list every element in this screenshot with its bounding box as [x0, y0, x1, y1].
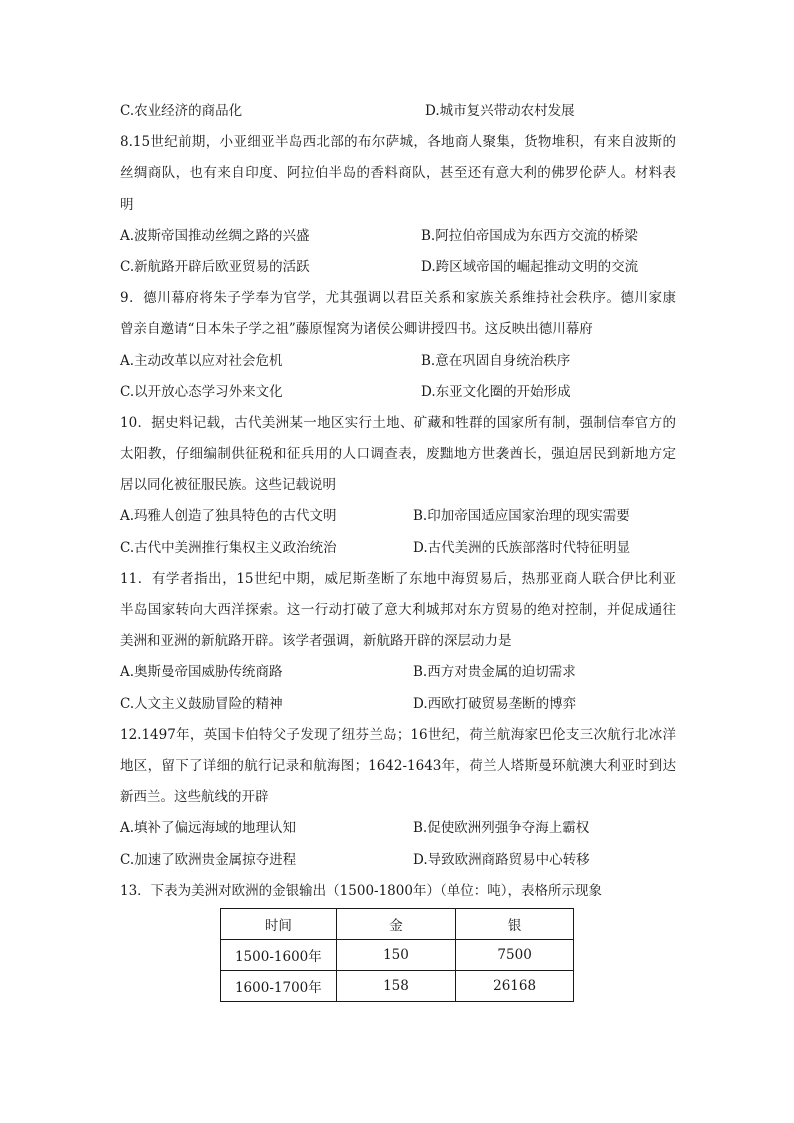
option-c: C.农业经济的商品化 — [120, 103, 243, 119]
table-row — [221, 971, 574, 1002]
table-header-cell: 银 — [456, 909, 574, 940]
question-10-stem-line: 居以同化被征服民族。这些记载说明 — [120, 477, 336, 494]
gold-silver-export-table — [220, 908, 574, 1002]
question-11 — [120, 564, 676, 720]
option-a: A.波斯帝国推动丝绸之路的兴盛 — [120, 227, 310, 244]
table-cell: 7500 — [456, 940, 574, 971]
question-12-options-ab — [120, 813, 676, 844]
question-8-options-ab — [120, 221, 676, 252]
question-10-stem-line: 太阳教，仔细编制供征税和征兵用的人口调查表，废黜地方世袭酋长，强迫居民到新地方定 — [120, 446, 676, 463]
option-b: B.西方对贵金属的迫切需求 — [413, 664, 576, 681]
option-c: C.新航路开辟后欧亚贸易的活跃 — [120, 258, 310, 275]
table-cell: 150 — [336, 940, 455, 971]
question-9-stem-line: 9．德川幕府将朱子学奉为官学，尤其强调以君臣关系和家族关系维持社会秩序。德川家康 — [120, 290, 676, 307]
question-12-options-cd — [120, 845, 676, 876]
option-a: A.奥斯曼帝国威胁传统商路 — [120, 664, 283, 681]
question-12-stem-line: 12.1497年，英国卡伯特父子发现了纽芬兰岛；16世纪，荷兰航海家巴伦支三次航行北冰洋 — [120, 726, 676, 743]
question-9 — [120, 283, 676, 408]
option-a: A.玛雅人创造了独具特色的古代文明 — [120, 508, 337, 525]
question-8-stem-line: 丝绸商队，也有来自印度、阿拉伯半岛的香料商队，甚至还有意大利的佛罗伦萨人。材料表 — [120, 165, 676, 182]
question-9-stem-line: 曾亲自邀请“日本朱子学之祖”藤原惺窝为诸侯公卿讲授四书。这反映出德川幕府 — [120, 321, 593, 338]
table-cell: 26168 — [456, 971, 574, 1002]
question-8-stem-line: 明 — [120, 196, 134, 213]
table-header-cell: 金 — [336, 909, 455, 940]
question-10-options-cd — [120, 533, 676, 564]
question-11-options-ab — [120, 657, 676, 688]
option-d: D.导致欧洲商路贸易中心转移 — [413, 851, 590, 868]
option-b: B.阿拉伯帝国成为东西方交流的桥梁 — [421, 227, 638, 244]
question-13-stem-line: 13．下表为美洲对欧洲的金银输出（1500-1800年）（单位：吨），表格所示现象 — [120, 882, 602, 899]
table-cell: 1600-1700年 — [221, 971, 337, 1002]
option-a: A.填补了偏远海域的地理认知 — [120, 820, 297, 837]
table-header-cell: 时间 — [221, 909, 337, 940]
option-c: C.加速了欧洲贵金属掠夺进程 — [120, 851, 297, 868]
option-d: D.城市复兴带动农村发展 — [425, 103, 575, 119]
option-d: D.古代美洲的氏族部落时代特征明显 — [413, 539, 631, 556]
option-a: A.主动改革以应对社会危机 — [120, 352, 283, 369]
table-row — [221, 940, 574, 971]
table-cell: 1500-1600年 — [221, 940, 337, 971]
option-d: D.跨区域帝国的崛起推动文明的交流 — [421, 258, 639, 275]
previous-question-options-cd — [120, 96, 676, 127]
table-header-row — [221, 909, 574, 940]
option-c: C.以开放心态学习外来文化 — [120, 383, 283, 400]
option-b: B.促使欧洲列强争夺海上霸权 — [413, 820, 590, 837]
question-11-stem-line: 美洲和亚洲的新航路开辟。该学者强调，新航路开辟的深层动力是 — [120, 633, 512, 650]
question-9-options-ab — [120, 346, 676, 377]
question-11-stem-line: 11．有学者指出，15世纪中期，威尼斯垄断了东地中海贸易后，热那亚商人联合伊比利亚 — [120, 570, 676, 587]
option-c: C.古代中美洲推行集权主义政治统治 — [120, 539, 337, 556]
question-8-stem-line: 8.15世纪前期，小亚细亚半岛西北部的布尔萨城，各地商人聚集，货物堆积，有来自波斯的 — [120, 134, 676, 151]
question-8 — [120, 127, 676, 283]
question-9-options-cd — [120, 377, 676, 408]
question-10-options-ab — [120, 501, 676, 532]
question-8-options-cd — [120, 252, 676, 283]
question-12-stem-line: 新西兰。这些航线的开辟 — [120, 789, 269, 806]
exam-content — [120, 96, 676, 907]
question-12 — [120, 720, 676, 876]
option-d: D.东亚文化圈的开始形成 — [421, 383, 571, 400]
table-cell: 158 — [336, 971, 455, 1002]
option-b: B.意在巩固自身统治秩序 — [421, 352, 571, 369]
question-10-stem-line: 10．据史料记载，古代美洲某一地区实行土地、矿藏和牲群的国家所有制，强制信奉官方的 — [120, 414, 676, 431]
question-10 — [120, 408, 676, 564]
question-13 — [120, 876, 676, 907]
question-11-stem-line: 半岛国家转向大西洋探索。这一行动打破了意大利城邦对东方贸易的绝对控制，并促成通往 — [120, 602, 676, 618]
option-c: C.人文主义鼓励冒险的精神 — [120, 695, 283, 712]
option-d: D.西欧打破贸易垄断的博弈 — [413, 695, 577, 712]
question-12-stem-line: 地区，留下了详细的航行记录和航海图；1642-1643年，荷兰人塔斯曼环航澳大利亚时到达 — [120, 757, 676, 774]
option-b: B.印加帝国适应国家治理的现实需要 — [413, 508, 630, 525]
question-11-options-cd — [120, 689, 676, 720]
